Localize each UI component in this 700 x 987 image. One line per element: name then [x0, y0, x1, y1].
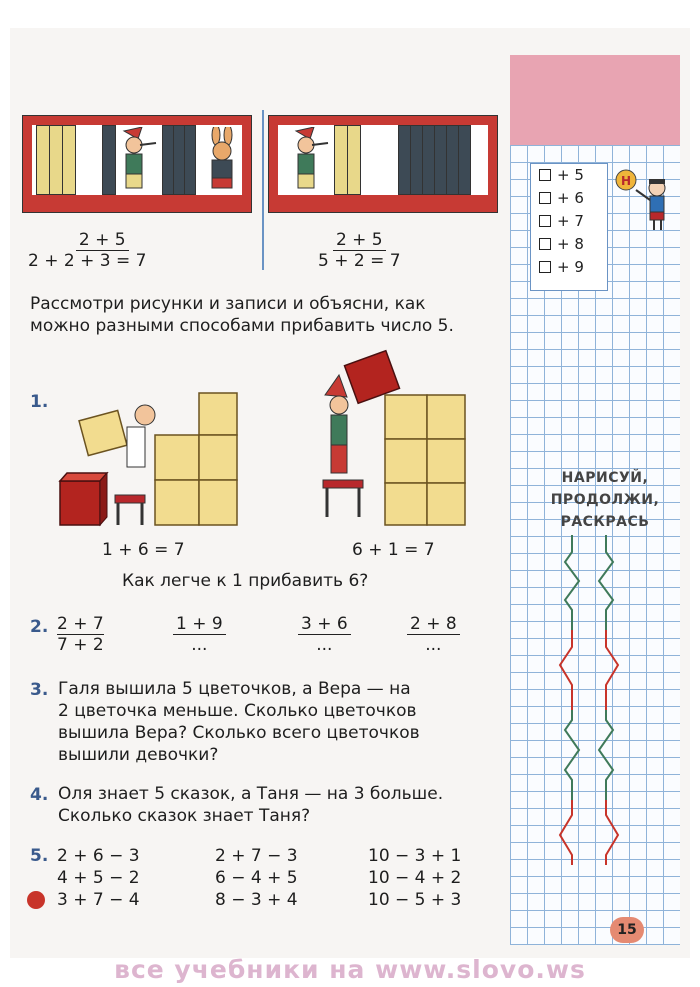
mini-item: + 5	[531, 164, 607, 187]
mini-exercise-box	[530, 163, 608, 291]
task1-equation-right: 6 + 1 = 7	[352, 540, 435, 560]
task5-column-1	[57, 845, 140, 911]
red-cube	[60, 481, 100, 525]
task2-numerator: 3 + 6	[298, 614, 351, 635]
task3-line: вышила Вера? Сколько всего цветочков	[58, 723, 420, 743]
rabbit-icon	[198, 127, 246, 195]
book	[62, 125, 76, 195]
task3-line: вышили девочки?	[58, 745, 219, 765]
example-numerator: 2 + 5	[333, 230, 386, 251]
example-fraction	[28, 230, 147, 271]
task2-item	[407, 614, 460, 655]
shelf-illustration-right	[268, 115, 500, 215]
book	[36, 125, 50, 195]
task2-denominator: ...	[425, 635, 442, 655]
task-number: 4.	[30, 785, 49, 805]
expression: 6 − 4 + 5	[215, 868, 298, 888]
task4-text	[58, 783, 498, 827]
task2-denominator: ...	[191, 635, 208, 655]
pinocchio-icon	[284, 127, 334, 195]
shelf-illustration-left	[22, 115, 254, 215]
intro-line: Рассмотри рисунки и записи и объясни, как	[30, 294, 426, 314]
expression: 10 − 3 + 1	[368, 846, 462, 866]
page-number: 15	[610, 917, 644, 943]
task1-equation-left: 1 + 6 = 7	[102, 540, 185, 560]
example-fraction	[318, 230, 401, 271]
blank-box-icon	[539, 261, 551, 273]
example-left	[28, 230, 147, 271]
expression: 2 + 7 − 3	[215, 846, 298, 866]
intro-line: можно разными способами прибавить число 5.	[30, 316, 454, 336]
badge-letter: Н	[620, 174, 632, 188]
cubes-illustration	[55, 345, 485, 535]
mini-item: + 8	[531, 233, 607, 256]
task3-line: 2 цветочка меньше. Сколько цветочков	[58, 701, 417, 721]
example-right	[318, 230, 401, 271]
intro-text	[30, 293, 500, 337]
task2-item	[173, 614, 226, 655]
footer-watermark: все учебники на www.slovo.ws	[114, 955, 586, 984]
expression: 3 + 7 − 4	[57, 890, 140, 910]
task-number: 2.	[30, 617, 49, 637]
zigzag-pattern	[555, 535, 635, 865]
sidebar-task-title	[545, 467, 665, 533]
blank-box-icon	[539, 192, 551, 204]
boy-illustration	[612, 168, 682, 238]
task2-item	[57, 614, 104, 655]
task1-question: Как легче к 1 прибавить 6?	[122, 571, 369, 591]
mini-item: + 7	[531, 210, 607, 233]
task3-line: Галя вышила 5 цветочков, а Вера — на	[58, 679, 411, 699]
task4-line: Оля знает 5 сказок, а Таня — на 3 больше.	[58, 784, 444, 804]
blank-box-icon	[539, 238, 551, 250]
task-number: 1.	[30, 392, 49, 412]
expression: 10 − 4 + 2	[368, 868, 462, 888]
expression: 2 + 6 − 3	[57, 846, 140, 866]
book	[49, 125, 63, 195]
task-title-line: РАСКРАСЬ	[560, 514, 650, 530]
sidebar-header-band	[510, 55, 680, 145]
book	[347, 125, 361, 195]
divider	[262, 110, 264, 270]
example-denominator: 5 + 2 = 7	[318, 251, 401, 271]
pinocchio-icon	[112, 127, 162, 195]
task5-column-2	[215, 845, 298, 911]
book	[334, 125, 348, 195]
book	[458, 125, 471, 195]
task2-numerator: 2 + 7	[57, 614, 104, 634]
example-denominator: 2 + 2 + 3 = 7	[28, 251, 147, 271]
task-number: 3.	[30, 680, 49, 700]
task2-numerator: 1 + 9	[173, 614, 226, 635]
task2-denominator: 7 + 2	[57, 635, 104, 655]
expression: 4 + 5 − 2	[57, 868, 140, 888]
task3-text	[58, 678, 498, 766]
task-number: 5.	[30, 846, 49, 866]
blank-box-icon	[539, 169, 551, 181]
mini-item: + 9	[531, 256, 607, 279]
expression: 10 − 5 + 3	[368, 890, 462, 910]
example-numerator: 2 + 5	[76, 230, 129, 251]
task5-column-3	[368, 845, 461, 911]
task2-numerator: 2 + 8	[407, 614, 460, 635]
task2-item	[298, 614, 351, 655]
difficulty-dot-icon	[27, 891, 45, 909]
task-title-line: НАРИСУЙ,	[561, 470, 649, 486]
task-title-line: ПРОДОЛЖИ,	[550, 492, 660, 508]
expression: 8 − 3 + 4	[215, 890, 298, 910]
book	[184, 125, 196, 195]
blank-box-icon	[539, 215, 551, 227]
task4-line: Сколько сказок знает Таня?	[58, 806, 311, 826]
task2-denominator: ...	[316, 635, 333, 655]
mini-item: + 6	[531, 187, 607, 210]
